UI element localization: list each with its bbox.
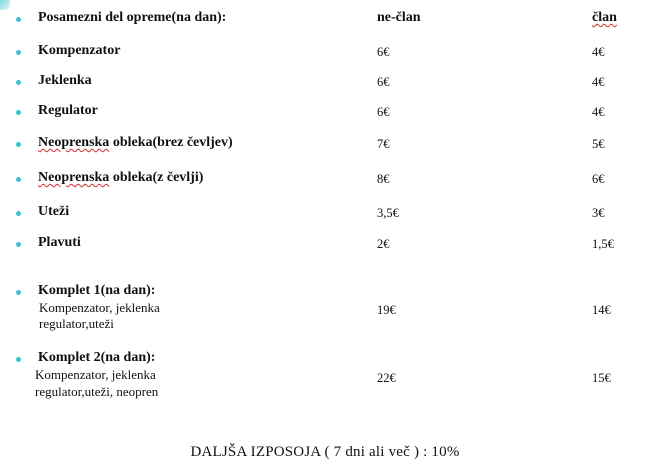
footer-discount-note: DALJŠA IZPOSOJA ( 7 dni ali več ) : 10% [190, 444, 460, 460]
kit-title: Komplet 1(na dan): [38, 283, 156, 298]
item-price-member: 5€ [592, 137, 605, 151]
kit-contents-line2: regulator,uteži [39, 316, 114, 331]
bullet-icon [16, 211, 21, 216]
item-name-first: Neoprenska [38, 135, 110, 150]
header-member: član [592, 10, 617, 25]
kit-title: Komplet 2(na dan): [38, 350, 156, 365]
item-price-nonmember: 7€ [377, 137, 390, 151]
header-nonmember: ne-član [377, 10, 421, 25]
kit-price-member: 15€ [592, 371, 611, 385]
item-name: Kompenzator [38, 43, 121, 58]
bullet-icon [16, 290, 21, 295]
bullet-icon [16, 142, 21, 147]
item-name-rest: obleka(z čevlji) [109, 170, 204, 185]
header-item-label: Posamezni del opreme(na dan): [38, 10, 227, 25]
item-price-nonmember: 6€ [377, 105, 390, 119]
corner-decoration [0, 0, 10, 10]
bullet-icon [16, 177, 21, 182]
bullet-icon [16, 110, 21, 115]
bullet-icon [16, 50, 21, 55]
item-price-member: 3€ [592, 206, 605, 220]
item-price-nonmember: 2€ [377, 237, 390, 251]
item-price-member: 4€ [592, 45, 605, 59]
item-price-nonmember: 8€ [377, 172, 390, 186]
bullet-icon [16, 357, 21, 362]
item-name [38, 135, 233, 151]
item-name: Jeklenka [38, 73, 92, 88]
item-name [38, 170, 203, 186]
item-name: Uteži [38, 204, 70, 219]
bullet-icon [16, 80, 21, 85]
kit-contents-line2: regulator,uteži, neopren [35, 384, 159, 399]
bullet-icon [16, 242, 21, 247]
item-price-nonmember: 3,5€ [377, 206, 399, 220]
item-price-nonmember: 6€ [377, 75, 390, 89]
item-price-member: 4€ [592, 105, 605, 119]
kit-price-nonmember: 19€ [377, 303, 396, 317]
kit-contents-line1: Kompenzator, jeklenka [35, 367, 156, 382]
item-name: Plavuti [38, 235, 81, 250]
item-price-member: 1,5€ [592, 237, 614, 251]
kit-contents-line1: Kompenzator, jeklenka [39, 300, 160, 315]
kit-price-member: 14€ [592, 303, 611, 317]
item-name-rest: obleka(brez čevljev) [109, 135, 233, 150]
kit-price-nonmember: 22€ [377, 371, 396, 385]
item-name-first: Neoprenska [38, 170, 110, 185]
item-price-member: 6€ [592, 172, 605, 186]
item-price-nonmember: 6€ [377, 45, 390, 59]
bullet-icon [16, 17, 21, 22]
item-price-member: 4€ [592, 75, 605, 89]
item-name: Regulator [38, 103, 98, 118]
